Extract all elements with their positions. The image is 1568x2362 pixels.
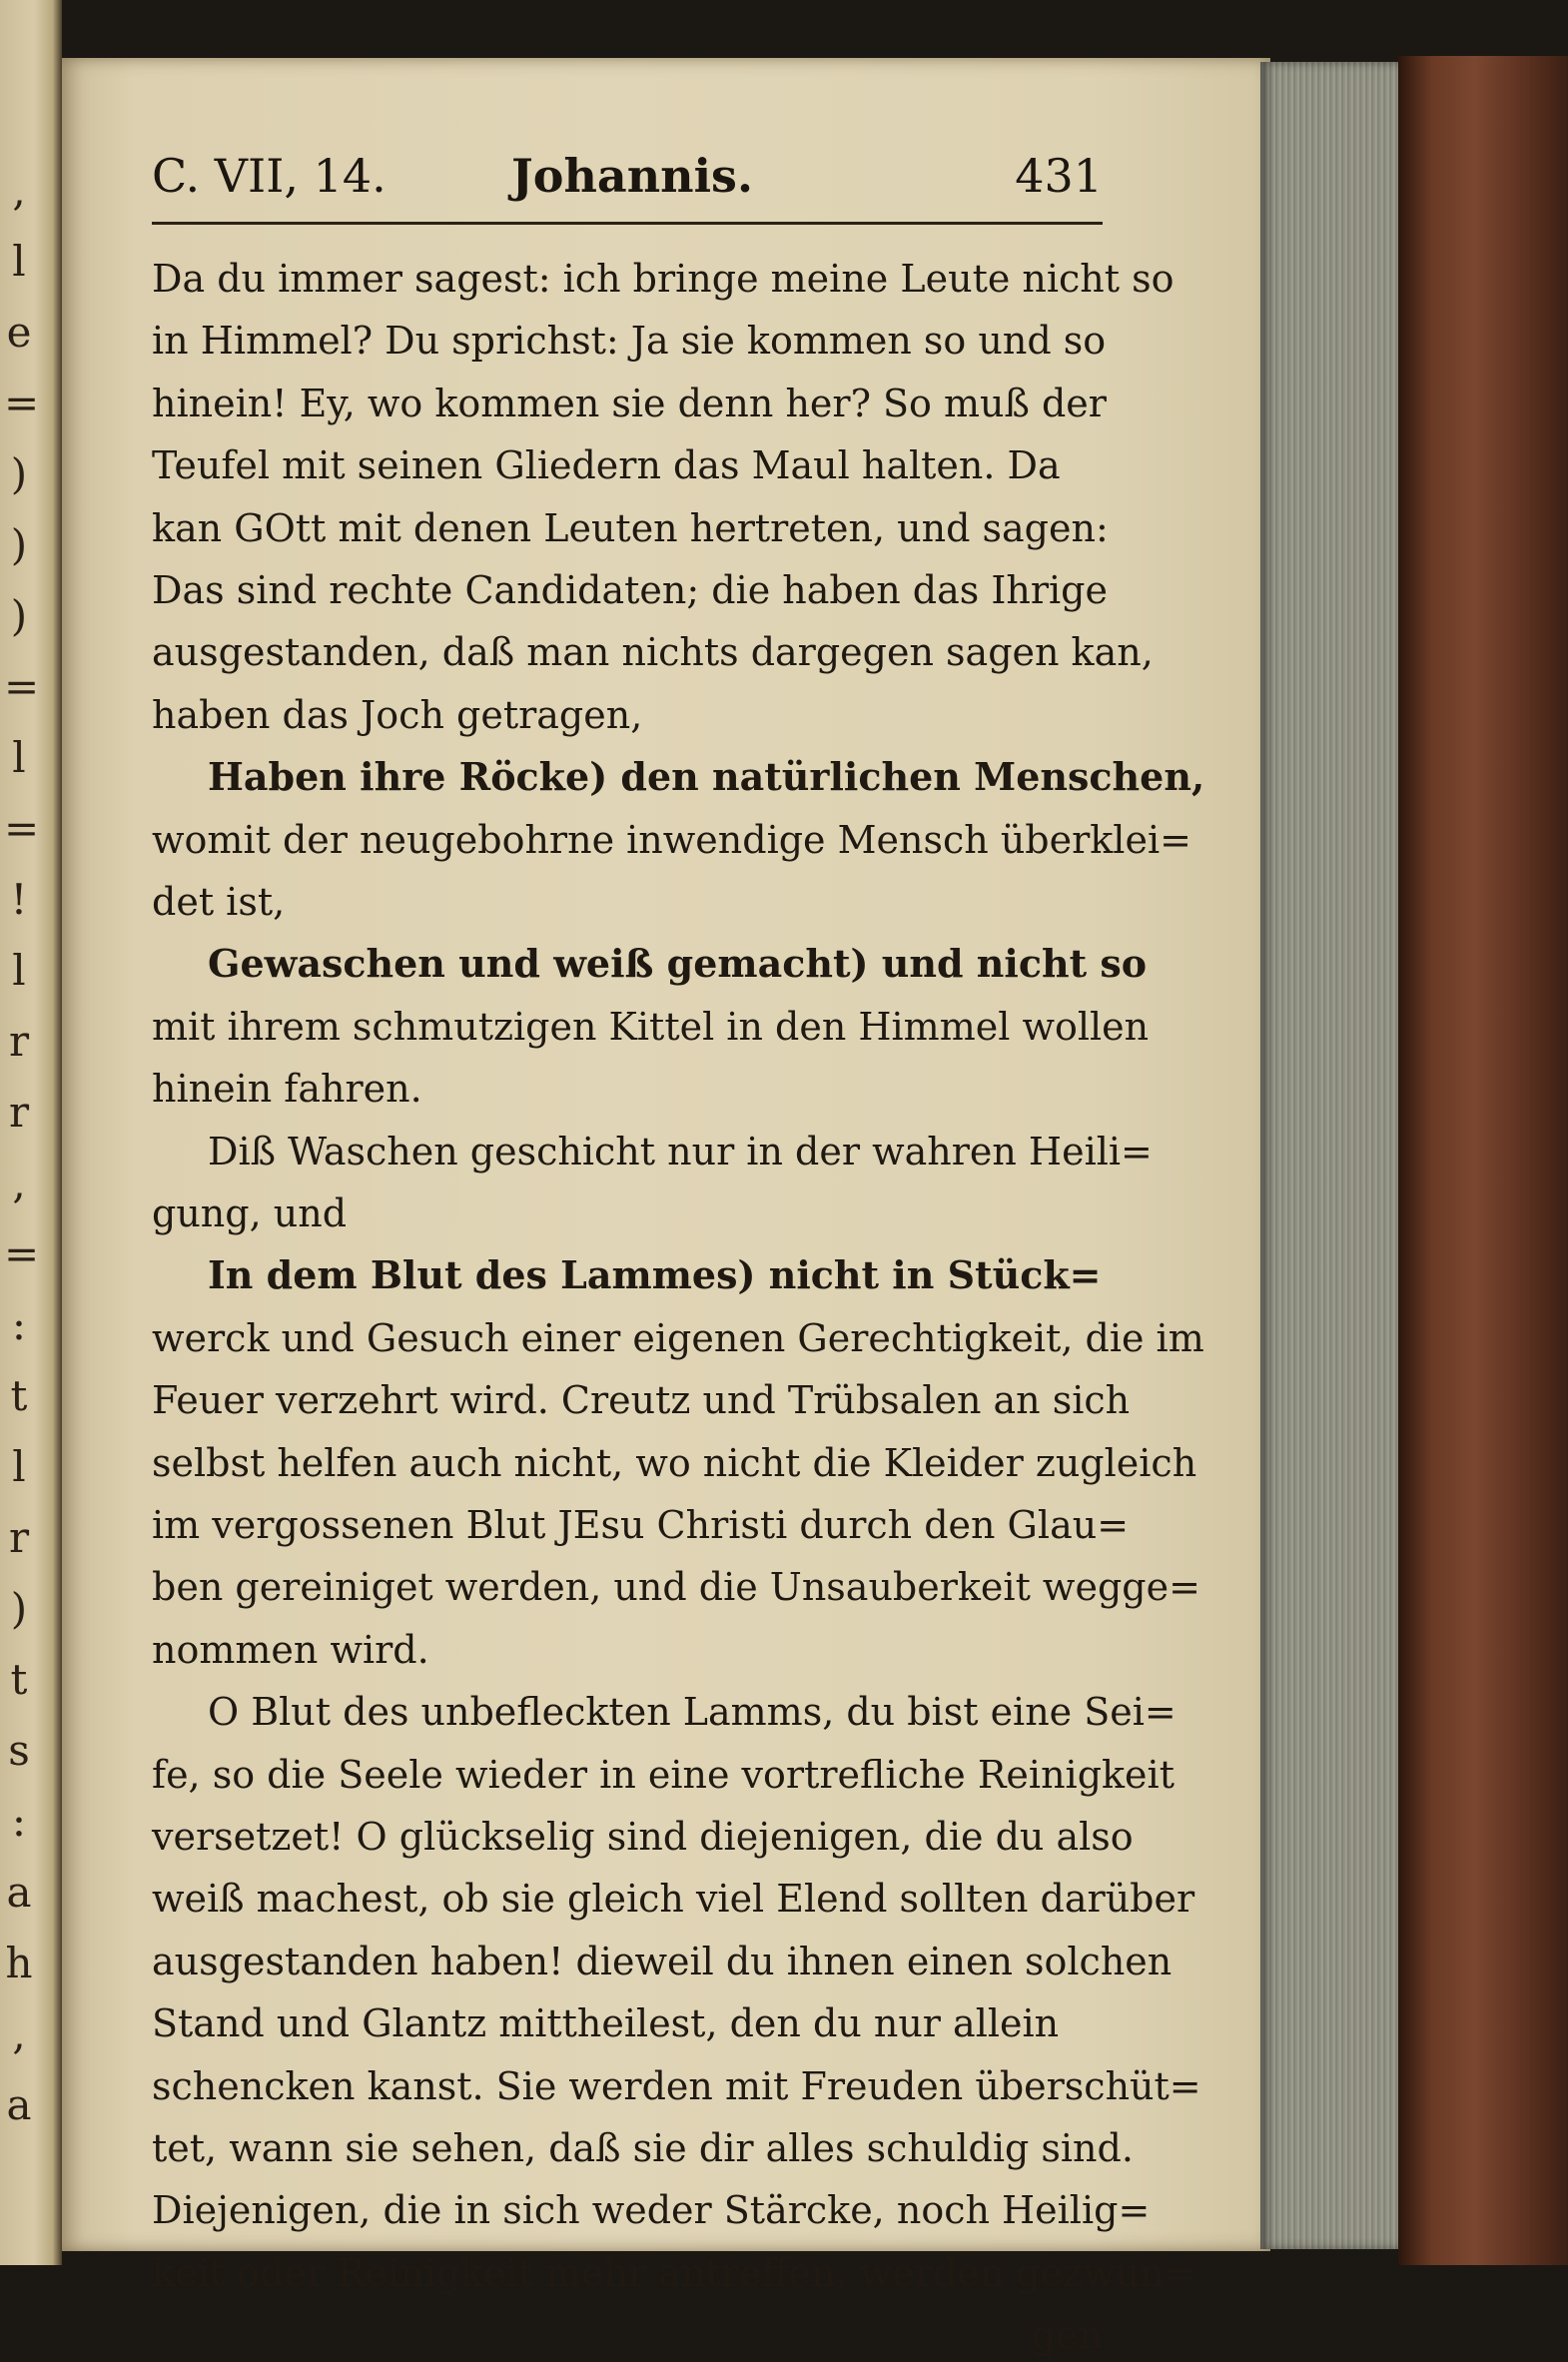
text-line: hinein! Ey, wo kommen sie denn her? So muß der xyxy=(152,381,1107,425)
text-line: tet, wann sie sehen, daß sie dir alles schuldig sind. xyxy=(152,2126,1134,2170)
text-line: gen xyxy=(1031,2313,1103,2358)
facing-page-glyph: r xyxy=(8,1017,30,1066)
text-line: ben gereiniget werden, und die Unsauberkeit wegge= xyxy=(152,1565,1200,1610)
facing-page-glyph: ! xyxy=(10,875,28,924)
page-number: 431 xyxy=(1015,149,1103,203)
text-line: werck und Gesuch einer eigenen Gerechtigkeit, die im xyxy=(152,1315,1204,1360)
facing-page-glyph: ) xyxy=(10,1584,28,1633)
text-line: In dem Blut des Lammes) nicht in Stück= xyxy=(208,1252,1102,1298)
text-line: Diejenigen, die in sich weder Stärcke, noch Heilig= xyxy=(152,2188,1151,2233)
facing-page-glyph: r xyxy=(8,1088,30,1137)
text-line: schencken kanst. Sie werden mit Freuden überschüt= xyxy=(152,2063,1201,2108)
text-line: Haben ihre Röcke) den natürlichen Menschen, xyxy=(208,754,1205,800)
text-line: O Blut des unbefleckten Lamms, du bist eine Sei= xyxy=(208,1690,1176,1735)
facing-page-glyph: ) xyxy=(10,449,28,498)
text-line: Diß Waschen geschicht nur in der wahren Heili= xyxy=(208,1129,1153,1174)
facing-page-glyph: l xyxy=(12,733,26,782)
chapter-verse-ref: C. VII, 14. xyxy=(152,149,387,203)
facing-page-glyph: = xyxy=(4,379,40,427)
text-line: nommen wird. xyxy=(152,1627,429,1672)
text-line: Feuer verzehrt wird. Creutz und Trübsalen an sich xyxy=(152,1378,1131,1423)
leather-cover xyxy=(1398,56,1568,2265)
facing-page-glyph: l xyxy=(12,237,26,286)
text-line: det ist, xyxy=(152,880,286,924)
text-line: Teufel mit seinen Gliedern das Maul halten. Da xyxy=(152,443,1061,488)
text-line: Stand und Glantz mittheilest, den du nur allein xyxy=(152,2001,1060,2046)
text-line: weiß machest, ob sie gleich viel Elend sollten darüber xyxy=(152,1877,1195,1922)
facing-page-glyph: = xyxy=(4,1229,40,1278)
text-line: selbst helfen auch nicht, wo nicht die Kleider zugleich xyxy=(152,1440,1197,1485)
facing-page-glyph: e xyxy=(6,308,32,357)
running-head xyxy=(152,146,1103,210)
facing-page-glyph: t xyxy=(10,1655,28,1704)
facing-page-glyph: , xyxy=(12,1159,26,1207)
facing-page-glyph: r xyxy=(8,1513,30,1562)
text-line: mit ihrem schmutzigen Kittel in den Himmel wollen xyxy=(152,1004,1150,1049)
text-line: kan GOtt mit denen Leuten hertreten, und sagen: xyxy=(152,505,1109,550)
facing-page-glyph: , xyxy=(12,166,26,215)
facing-page-margin-letters xyxy=(0,0,40,2265)
text-line: ausgestanden, daß man nichts dargegen sagen kan, xyxy=(152,630,1154,675)
text-line: gung, und xyxy=(152,1191,348,1235)
facing-page-glyph: ) xyxy=(10,520,28,569)
text-line: versetzet! O glückselig sind diejenigen, die du also xyxy=(152,1815,1134,1859)
text-line: fe, so die Seele wieder in eine vortrefliche Reinigkeit xyxy=(152,1752,1175,1797)
text-line: Das sind rechte Candidaten; die haben das Ihrige xyxy=(152,568,1108,612)
facing-page-glyph: = xyxy=(4,662,40,711)
text-line: womit der neugebohrne inwendige Mensch überklei= xyxy=(152,817,1191,862)
facing-page-glyph: a xyxy=(6,1868,32,1917)
text-line: keit oder Reinigkeit mehr antreffen, werden gezwun= xyxy=(152,2250,1196,2295)
facing-page-glyph: l xyxy=(12,946,26,995)
facing-page-glyph: ) xyxy=(10,591,28,640)
text-line: hinein fahren. xyxy=(152,1067,422,1112)
text-line: haben das Joch getragen, xyxy=(152,692,643,737)
page-block-edge xyxy=(1260,62,1408,2249)
text-line: im vergossenen Blut JEsu Christi durch den Glau= xyxy=(152,1503,1130,1547)
facing-page-glyph: h xyxy=(5,1939,33,1987)
facing-page-glyph: , xyxy=(12,2009,26,2058)
book-title: Johannis. xyxy=(511,149,753,203)
facing-page-glyph: a xyxy=(6,2080,32,2129)
header-rule xyxy=(152,222,1103,225)
text-line: Da du immer sagest: ich bringe meine Leute nicht so xyxy=(152,257,1175,301)
facing-page-glyph: : xyxy=(11,1797,27,1846)
facing-page-glyph: = xyxy=(4,804,40,853)
facing-page-glyph: : xyxy=(11,1300,27,1349)
facing-page-glyph: s xyxy=(8,1726,30,1775)
facing-page-edge xyxy=(0,0,62,2265)
text-line: in Himmel? Du sprichst: Ja sie kommen so und so xyxy=(152,319,1107,364)
facing-page-glyph: l xyxy=(12,1442,26,1491)
text-line: ausgestanden haben! dieweil du ihnen einen solchen xyxy=(152,1939,1173,1983)
text-line: Gewaschen und weiß gemacht) und nicht so xyxy=(208,941,1148,987)
facing-page-glyph: t xyxy=(10,1371,28,1420)
